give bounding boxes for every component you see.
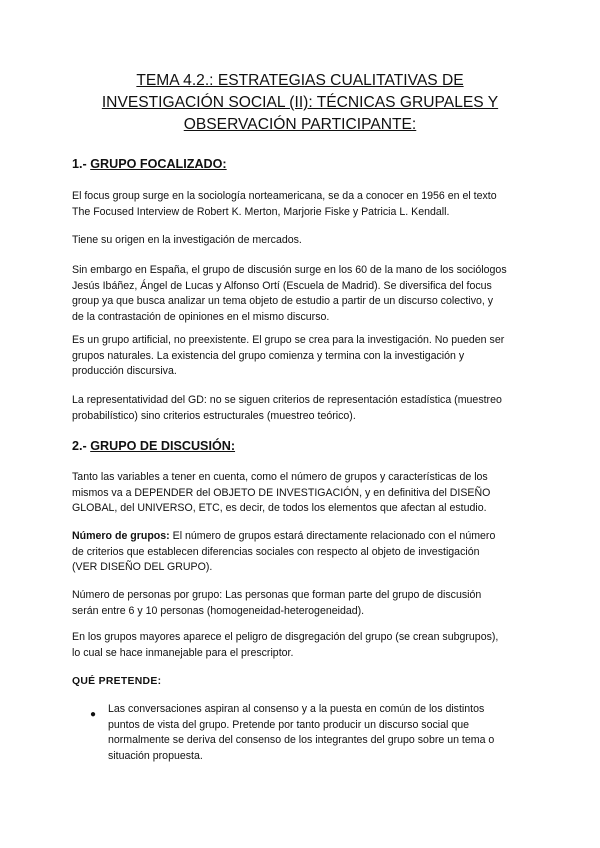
text-line: serán entre 6 y 10 personas (homogeneidad-heterogeneidad). bbox=[72, 604, 365, 617]
section-2-heading bbox=[72, 439, 235, 453]
s1-paragraph-5 bbox=[72, 393, 528, 424]
text-line: Jesús Ibáñez, Ángel de Lucas y Alfonso Ortí (Escuela de Madrid). Se diversifica del focus bbox=[72, 279, 492, 292]
bullet-item-1 bbox=[108, 702, 528, 764]
text-line: El focus group surge en la sociología norteamericana, se da a conocer en 1956 en el texto bbox=[72, 190, 497, 202]
number-of-groups-label: Número de grupos: bbox=[72, 530, 170, 542]
section-1-heading bbox=[72, 157, 227, 171]
s1-paragraph-4 bbox=[72, 333, 528, 380]
section-2-title: GRUPO DE DISCUSIÓN: bbox=[90, 439, 236, 453]
text-line: producción discursiva. bbox=[72, 365, 177, 377]
text-line bbox=[72, 529, 528, 545]
s1-paragraph-3 bbox=[72, 263, 528, 325]
text-line: The Focused Interview de Robert K. Merton, Marjorie Fiske y Patricia L. Kendall. bbox=[72, 205, 450, 218]
text-line: Tiene su origen en la investigación de mercados. bbox=[72, 234, 302, 246]
text-line: GLOBAL, del UNIVERSO, ETC, es decir, de todos los elementos que afectan al estudio. bbox=[72, 502, 487, 514]
page-title bbox=[60, 70, 540, 136]
s2-paragraph-4 bbox=[72, 630, 528, 661]
title-line-3: OBSERVACIÓN PARTICIPANTE: bbox=[183, 116, 417, 133]
que-pretende-heading: QUÉ PRETENDE: bbox=[72, 676, 162, 687]
text-line: situación propuesta. bbox=[108, 749, 203, 762]
section-2-number: 2.- bbox=[72, 439, 91, 453]
text-line: (VER DISEÑO DEL GRUPO). bbox=[72, 561, 213, 573]
title-line-2: INVESTIGACIÓN SOCIAL (II): TÉCNICAS GRUPALES Y bbox=[101, 94, 499, 111]
s2-paragraph-1 bbox=[72, 470, 528, 517]
s2-paragraph-3 bbox=[72, 588, 528, 619]
text-line: lo cual se hace inmanejable para el prescriptor. bbox=[72, 646, 294, 659]
text-line: grupos naturales. La existencia del grupo comienza y termina con la investigación y bbox=[72, 349, 465, 362]
text-line: mismos va a DEPENDER del OBJETO DE INVESTIGACIÓN, y en definitiva del DISEÑO bbox=[72, 486, 491, 499]
text-line: En los grupos mayores aparece el peligro de disgregación del grupo (se crean subgrupos), bbox=[72, 631, 499, 643]
text-line: de la contrastación de opiniones en el mismo discurso. bbox=[72, 310, 330, 323]
s1-paragraph-1 bbox=[72, 189, 528, 220]
section-1-number: 1.- bbox=[72, 157, 91, 171]
text-line: probabilístico) sino criterios estructurales (muestreo teórico). bbox=[72, 409, 356, 422]
text-line: group ya que busca analizar un tema objeto de estudio a partir de un discurso colectivo, y bbox=[72, 295, 494, 307]
text-line: puntos de vista del grupo. Pretende por tanto producir un discurso social que bbox=[108, 718, 469, 731]
text-line: La representatividad del GD: no se siguen criterios de representación estadística (muestreo bbox=[72, 394, 502, 406]
section-1-title: GRUPO FOCALIZADO: bbox=[90, 157, 227, 171]
bullet-dot-icon: ● bbox=[90, 709, 97, 720]
s1-paragraph-2 bbox=[72, 233, 528, 249]
text-fragment: El número de grupos estará directamente relacionado con el número bbox=[169, 530, 496, 542]
text-line: Número de personas por grupo: Las personas que forman parte del grupo de discusión bbox=[72, 589, 482, 601]
text-line: Las conversaciones aspiran al consenso y a la puesta en común de los distintos bbox=[108, 703, 485, 715]
text-line: de criterios que establecen diferencias sociales con respecto al objeto de investigación bbox=[72, 545, 480, 558]
s2-paragraph-2 bbox=[72, 529, 528, 576]
text-line: Tanto las variables a tener en cuenta, como el número de grupos y características de los bbox=[72, 471, 488, 483]
title-line-1: TEMA 4.2.: ESTRATEGIAS CUALITATIVAS DE bbox=[136, 72, 464, 89]
text-line: normalmente se deriva del consenso de los integrantes del grupo sobre un tema o bbox=[108, 734, 495, 746]
text-line: Es un grupo artificial, no preexistente. El grupo se crea para la investigación. No pueden ser bbox=[72, 334, 505, 346]
text-line: Sin embargo en España, el grupo de discusión surge en los 60 de la mano de los sociólogos bbox=[72, 264, 507, 276]
